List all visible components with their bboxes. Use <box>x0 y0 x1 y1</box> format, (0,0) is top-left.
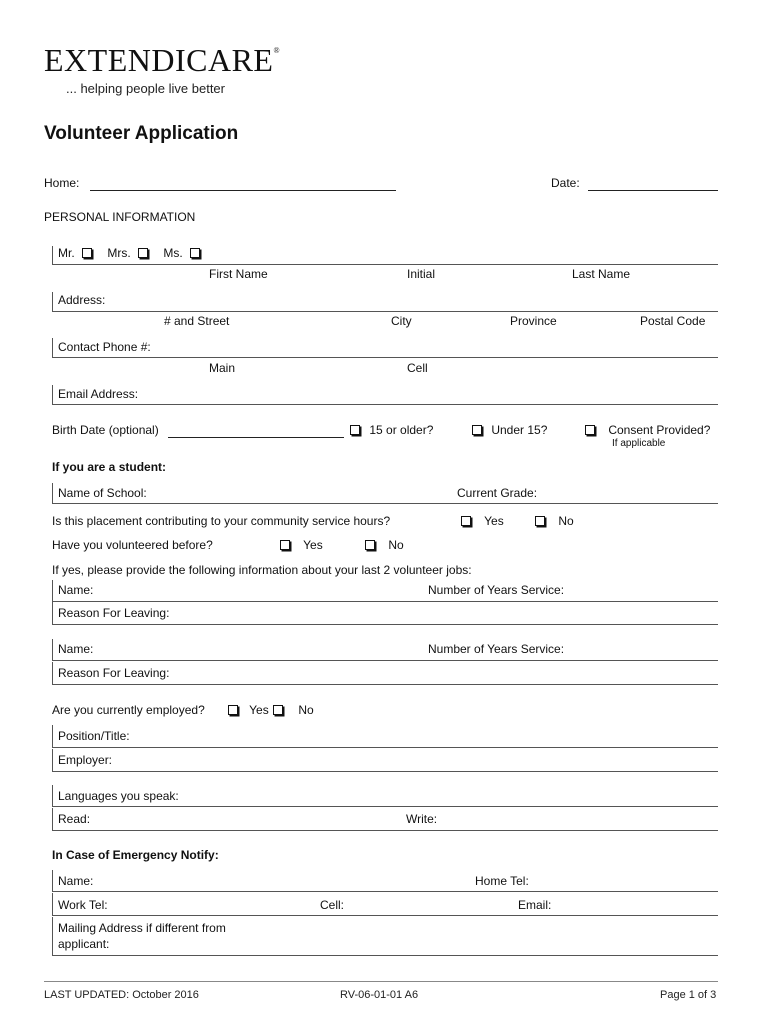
emergency-name-label: Name: <box>58 874 94 888</box>
row-left-border <box>52 246 53 264</box>
registered-mark: ® <box>273 46 281 55</box>
community-yes-checkbox[interactable] <box>461 516 471 526</box>
row-left-border <box>52 893 53 915</box>
community-no-label: No <box>558 514 574 528</box>
salutation-group <box>58 246 206 260</box>
contact-phone-label: Contact Phone #: <box>58 340 151 354</box>
footer-divider <box>44 981 718 982</box>
row-left-border <box>52 725 53 747</box>
age-15-older-checkbox[interactable] <box>350 425 360 435</box>
volunteered-yes-label: Yes <box>303 538 323 552</box>
contact-phone-field[interactable] <box>52 357 718 358</box>
job2-years-label: Number of Years Service: <box>428 642 565 656</box>
age-under-15-option <box>472 423 547 437</box>
row-left-border <box>52 602 53 624</box>
previous-jobs-instruction: If yes, please provide the following information about your last 2 volunteer jobs: <box>52 563 472 577</box>
employer-field[interactable] <box>52 771 718 772</box>
row-left-border <box>52 292 53 311</box>
employed-no-option <box>273 703 314 717</box>
community-yes-option <box>461 514 504 528</box>
mailing-address-label-line1: Mailing Address if different from <box>58 921 226 935</box>
job1-reason-label: Reason For Leaving: <box>58 606 170 620</box>
age-under-15-label: Under 15? <box>491 423 548 437</box>
first-name-caption: First Name <box>209 267 268 281</box>
salutation-ms-checkbox[interactable] <box>190 248 200 258</box>
main-phone-caption: Main <box>209 361 236 375</box>
emergency-cell-label: Cell: <box>320 898 345 912</box>
emergency-home-tel-label: Home Tel: <box>475 874 529 888</box>
age-under-15-checkbox[interactable] <box>472 425 482 435</box>
consent-label: Consent Provided? <box>608 423 711 437</box>
emergency-email-label: Email: <box>518 898 552 912</box>
school-name-label: Name of School: <box>58 486 147 500</box>
position-title-field[interactable] <box>52 747 718 748</box>
volunteered-no-label: No <box>388 538 404 552</box>
employment-question: Are you currently employed? <box>52 703 205 717</box>
employed-yes-checkbox[interactable] <box>228 705 238 715</box>
employed-no-checkbox[interactable] <box>273 705 283 715</box>
salutation-mr-label: Mr. <box>58 246 75 260</box>
read-write-field[interactable] <box>52 830 718 831</box>
salutation-mrs-checkbox[interactable] <box>138 248 148 258</box>
row-left-border <box>52 917 53 955</box>
email-label: Email Address: <box>58 387 139 401</box>
date-field[interactable] <box>588 190 718 191</box>
current-grade-label: Current Grade: <box>457 486 538 500</box>
birth-date-label: Birth Date (optional) <box>52 423 159 437</box>
birth-date-field[interactable] <box>168 437 344 438</box>
row-left-border <box>52 808 53 830</box>
volunteered-no-checkbox[interactable] <box>365 540 375 550</box>
job2-reason-field[interactable] <box>52 684 718 685</box>
student-heading: If you are a student: <box>52 460 167 474</box>
salutation-mrs-label: Mrs. <box>107 246 131 260</box>
volunteered-no-option <box>365 538 404 552</box>
employer-label: Employer: <box>58 753 113 767</box>
job2-name-label: Name: <box>58 642 94 656</box>
mailing-address-field[interactable] <box>52 955 718 956</box>
volunteered-yes-checkbox[interactable] <box>280 540 290 550</box>
mailing-address-label-line2: applicant: <box>58 937 110 951</box>
age-15-older-option <box>350 423 433 437</box>
employed-yes-option <box>228 703 269 717</box>
age-15-older-label: 15 or older? <box>369 423 434 437</box>
date-label: Date: <box>551 176 580 190</box>
job1-name-field[interactable] <box>52 601 718 602</box>
emergency-work-tel-label: Work Tel: <box>58 898 108 912</box>
job2-name-field[interactable] <box>52 660 718 661</box>
home-label: Home: <box>44 176 80 190</box>
name-field-line[interactable] <box>52 264 718 265</box>
community-no-option <box>535 514 574 528</box>
emergency-heading: In Case of Emergency Notify: <box>52 848 219 862</box>
row-left-border <box>52 870 53 891</box>
logo-wordmark: EXTENDICARE <box>44 42 274 78</box>
row-left-border <box>52 338 53 357</box>
footer-form-code: RV-06-01-01 A6 <box>340 989 419 1001</box>
read-label: Read: <box>58 812 91 826</box>
student-field[interactable] <box>52 503 718 504</box>
languages-label: Languages you speak: <box>58 789 179 803</box>
home-field[interactable] <box>90 190 396 191</box>
job1-reason-field[interactable] <box>52 624 718 625</box>
write-label: Write: <box>406 812 438 826</box>
languages-field[interactable] <box>52 806 718 807</box>
last-name-caption: Last Name <box>572 267 631 281</box>
emergency-name-field[interactable] <box>52 891 718 892</box>
logo-tagline: ... helping people live better <box>66 81 225 96</box>
company-logo <box>44 42 281 79</box>
community-service-question: Is this placement contributing to your community service hours? <box>52 514 391 528</box>
row-left-border <box>52 639 53 660</box>
email-field[interactable] <box>52 404 718 405</box>
row-left-border <box>52 785 53 806</box>
salutation-ms-label: Ms. <box>163 246 183 260</box>
province-caption: Province <box>510 314 557 328</box>
community-yes-label: Yes <box>484 514 504 528</box>
volunteered-question: Have you volunteered before? <box>52 538 213 552</box>
city-caption: City <box>391 314 412 328</box>
consent-note: If applicable <box>612 438 666 449</box>
initial-caption: Initial <box>407 267 436 281</box>
street-caption: # and Street <box>164 314 230 328</box>
community-no-checkbox[interactable] <box>535 516 545 526</box>
postal-code-caption: Postal Code <box>640 314 706 328</box>
job1-years-label: Number of Years Service: <box>428 583 565 597</box>
salutation-mr-checkbox[interactable] <box>82 248 92 258</box>
address-field[interactable] <box>52 311 718 312</box>
volunteered-yes-option <box>280 538 323 552</box>
footer-last-updated: LAST UPDATED: October 2016 <box>44 989 199 1001</box>
row-left-border <box>52 385 53 404</box>
page-title: Volunteer Application <box>44 123 239 144</box>
position-title-label: Position/Title: <box>58 729 130 743</box>
consent-checkbox[interactable] <box>585 425 595 435</box>
personal-info-heading: PERSONAL INFORMATION <box>44 210 196 224</box>
job1-name-label: Name: <box>58 583 94 597</box>
consent-option <box>585 423 710 437</box>
footer-page-number: Page 1 of 3 <box>660 989 717 1001</box>
employed-yes-label: Yes <box>249 703 269 717</box>
row-left-border <box>52 662 53 684</box>
row-left-border <box>52 483 53 503</box>
address-label: Address: <box>58 293 106 307</box>
employed-no-label: No <box>298 703 314 717</box>
emergency-contact-field[interactable] <box>52 915 718 916</box>
cell-phone-caption: Cell <box>407 361 428 375</box>
job2-reason-label: Reason For Leaving: <box>58 666 170 680</box>
row-left-border <box>52 580 53 601</box>
row-left-border <box>52 749 53 771</box>
